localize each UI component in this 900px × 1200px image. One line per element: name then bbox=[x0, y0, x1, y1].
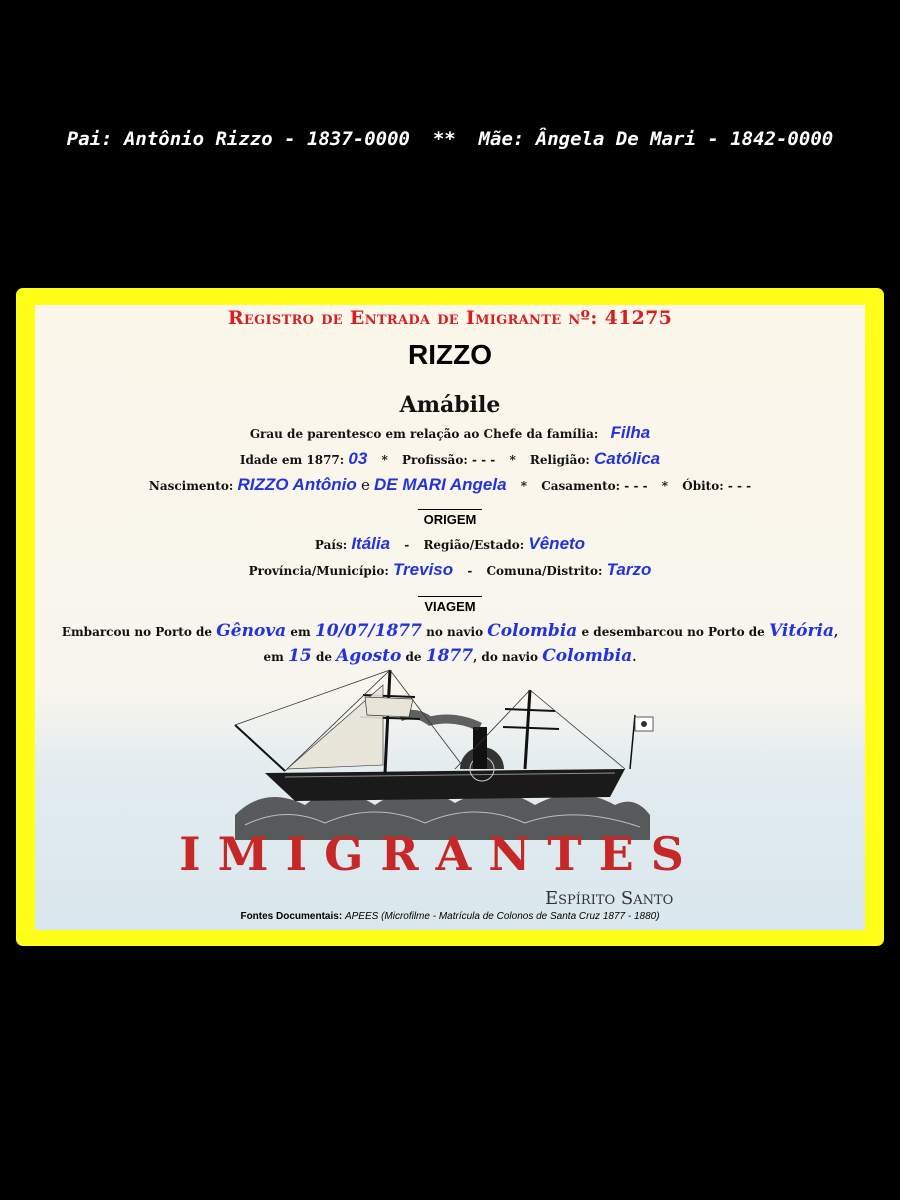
province-row bbox=[35, 560, 865, 580]
sources-text: APEES (Microfilme - Matrícula de Colonos de Santa Cruz 1877 - 1880) bbox=[344, 911, 660, 922]
arrival-year: 1877 bbox=[425, 646, 474, 666]
sources-label: Fontes Documentais: bbox=[240, 911, 343, 922]
birth-label: Nascimento: bbox=[148, 479, 234, 493]
imigrantes-logo: IMIGRANTES bbox=[179, 827, 701, 881]
death-label: Óbito: bbox=[682, 479, 724, 493]
viagem-heading: VIAGEM bbox=[35, 596, 865, 614]
mother-value: DE MARI Angela bbox=[374, 475, 507, 494]
separator-star: * bbox=[381, 453, 388, 467]
separator-star: * bbox=[509, 453, 516, 467]
profession-value: - - - bbox=[471, 453, 496, 467]
province-label: Província/Município: bbox=[248, 564, 389, 578]
separator-dash: - bbox=[467, 564, 473, 578]
origem-heading: ORIGEM bbox=[35, 509, 865, 527]
country-row bbox=[35, 534, 865, 554]
province-value: Treviso bbox=[392, 560, 454, 579]
age-value: 03 bbox=[348, 449, 368, 468]
country-label: País: bbox=[314, 538, 348, 552]
surname: RIZZO bbox=[408, 339, 492, 370]
ship-name: Colombia bbox=[487, 621, 578, 641]
region-value: Vêneto bbox=[528, 534, 586, 553]
record-frame bbox=[16, 288, 884, 946]
and-text: e bbox=[360, 476, 370, 494]
record-number: 41275 bbox=[604, 307, 673, 329]
marriage-value: - - - bbox=[624, 479, 648, 493]
age-profession-row bbox=[35, 449, 865, 469]
separator-dash: - bbox=[404, 538, 410, 552]
kinship-value: Filha bbox=[610, 423, 651, 442]
comune-label: Comuna/Distrito: bbox=[486, 564, 603, 578]
ship-name-2: Colombia bbox=[542, 646, 633, 666]
arrival-day: 15 bbox=[288, 646, 312, 666]
given-name: Amábile bbox=[399, 392, 501, 418]
father-value: RIZZO Antônio bbox=[237, 475, 357, 494]
birth-row bbox=[35, 475, 865, 495]
country-value: Itália bbox=[351, 534, 391, 553]
steamship-illustration bbox=[225, 665, 655, 840]
death-value: - - - bbox=[727, 479, 752, 493]
comune-value: Tarzo bbox=[606, 560, 652, 579]
record-card bbox=[35, 305, 865, 930]
marriage-label: Casamento: bbox=[541, 479, 621, 493]
voyage-line-2: em 15 de Agosto de 1877, do navio Colombia. bbox=[263, 646, 637, 666]
separator-star: * bbox=[520, 479, 528, 493]
religion-label: Religião: bbox=[529, 453, 590, 467]
record-title bbox=[35, 307, 865, 329]
port-to: Vitória bbox=[768, 621, 834, 641]
kinship-row bbox=[35, 423, 865, 443]
record-title-label: Registro de Entrada de Imigrante nº: bbox=[227, 307, 598, 329]
departure-date: 10/07/1877 bbox=[314, 621, 422, 641]
voyage-line-1: Embarcou no Porto de Gênova em 10/07/1877 no navio Colombia e desembarcou no Porto de Vitória, bbox=[61, 621, 839, 641]
espirito-santo-subtitle: Espírito Santo bbox=[545, 888, 674, 909]
port-from: Gênova bbox=[216, 621, 287, 641]
region-label: Região/Estado: bbox=[423, 538, 525, 552]
religion-value: Católica bbox=[593, 449, 661, 468]
parents-caption: Pai: Antônio Rizzo - 1837-0000 ** Mãe: Ângela De Mari - 1842-0000 bbox=[66, 128, 834, 150]
kinship-label: Grau de parentesco em relação ao Chefe da família: bbox=[249, 427, 599, 441]
sources-line bbox=[35, 911, 865, 922]
profession-label: Profissão: bbox=[401, 453, 468, 467]
separator-star: * bbox=[661, 479, 669, 493]
arrival-month: Agosto bbox=[336, 646, 402, 666]
age-label: Idade em 1877: bbox=[239, 453, 345, 467]
